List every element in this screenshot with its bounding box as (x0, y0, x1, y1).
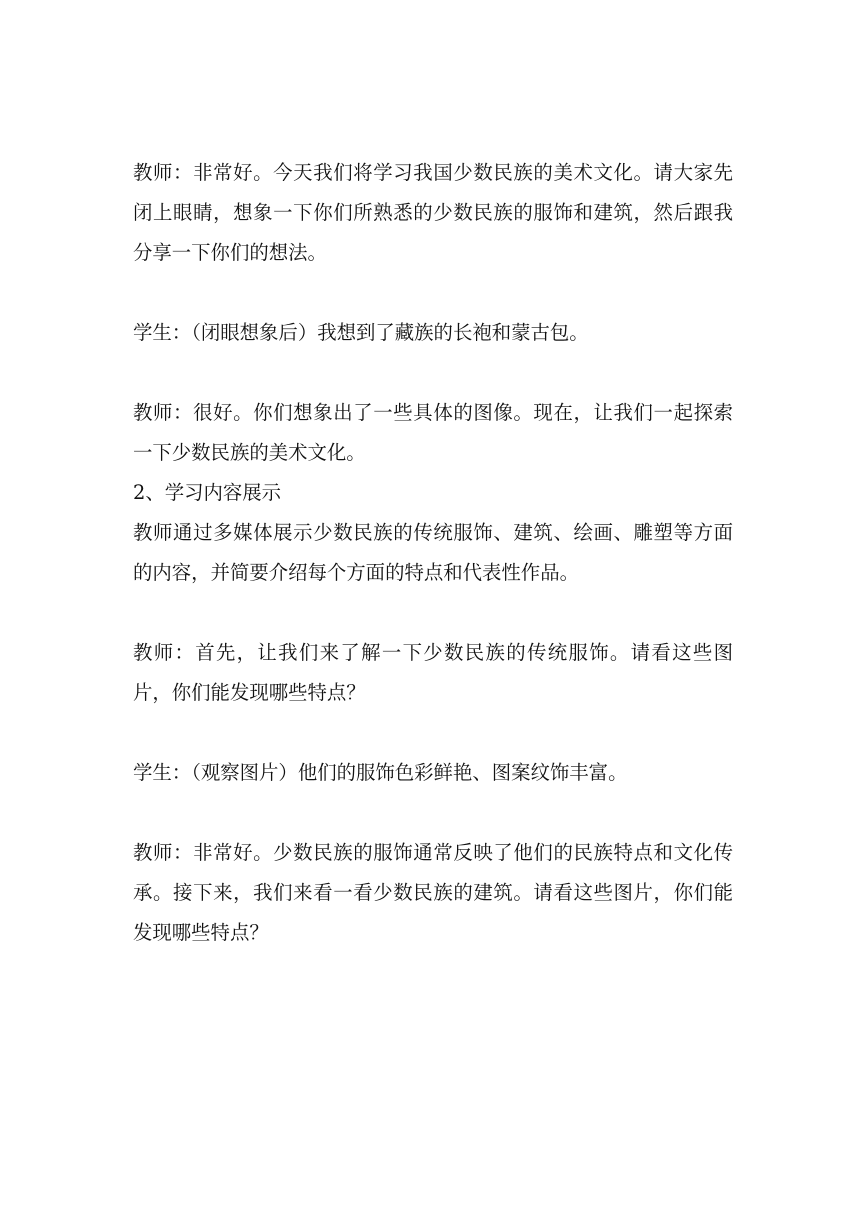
document-body (133, 153, 733, 953)
teacher-explore-paragraph: 教师：很好。你们想象出了一些具体的图像。现在，让我们一起探索一下少数民族的美术文化。 (133, 401, 733, 464)
student-response-paragraph: 学生：（闭眼想象后）我想到了藏族的长袍和蒙古包。 (133, 321, 589, 344)
student-observe-paragraph: 学生：（观察图片）他们的服饰色彩鲜艳、图案纹饰丰富。 (133, 761, 628, 784)
section-heading: 2、学习内容展示 (133, 481, 282, 504)
teacher-costume-paragraph: 教师：首先，让我们来了解一下少数民族的传统服饰。请看这些图片，你们能发现哪些特点？ (133, 641, 733, 704)
paragraph-spacer (133, 713, 733, 753)
teacher-architecture-paragraph: 教师：非常好。少数民族的服饰通常反映了他们的民族特点和文化传承。接下来，我们来看一看少数民族的建筑。请看这些图片，你们能发现哪些特点？ (133, 841, 733, 944)
paragraph-spacer (133, 353, 733, 393)
paragraph-spacer (133, 593, 733, 633)
paragraph-spacer (133, 793, 733, 833)
paragraph-spacer (133, 273, 733, 313)
content-display-paragraph: 教师通过多媒体展示少数民族的传统服饰、建筑、绘画、雕塑等方面的内容，并简要介绍每个方面的特点和代表性作品。 (133, 521, 733, 584)
teacher-intro-paragraph: 教师：非常好。今天我们将学习我国少数民族的美术文化。请大家先闭上眼睛，想象一下你们所熟悉的少数民族的服饰和建筑，然后跟我分享一下你们的想法。 (133, 161, 733, 264)
